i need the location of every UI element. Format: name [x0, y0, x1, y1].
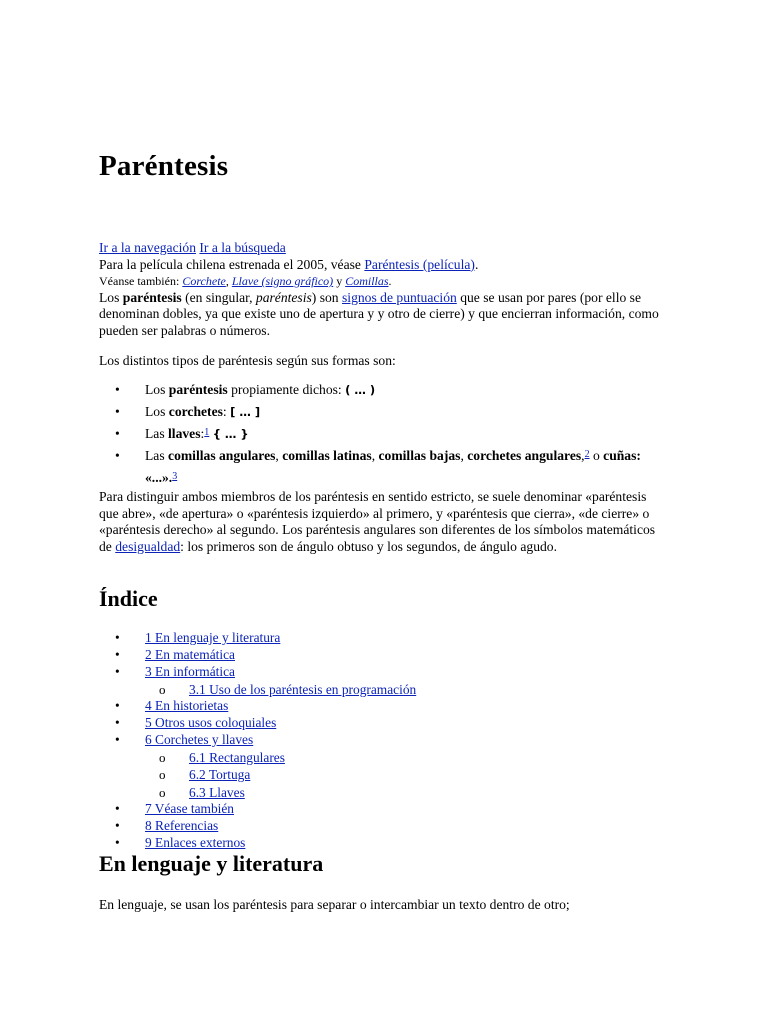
list-item: • Las comillas angulares, comillas latinas, comillas bajas, corchetes angulares,$^2$ o cuñas: «...».$^3$	[145, 445, 669, 489]
toc-item	[99, 732, 416, 749]
comillas-link[interactable]: Comillas	[345, 274, 389, 289]
list-item: • Los paréntesis propiamente dichos: ( … )	[145, 379, 669, 401]
toc-item	[99, 698, 416, 715]
toc-link[interactable]: 3.1 Uso de los paréntesis en programación	[189, 681, 417, 697]
types-intro: Los distintos tipos de paréntesis según sus formas son:	[99, 352, 396, 368]
article-body	[99, 240, 669, 556]
toc-link[interactable]: 9 Enlaces externos	[145, 835, 246, 851]
toc-link[interactable]: 5 Otros usos coloquiales	[145, 715, 277, 731]
toc-item	[99, 801, 416, 818]
toc-link[interactable]: 1 En lenguaje y literatura	[145, 630, 281, 645]
toc-item	[99, 818, 416, 835]
toc-link[interactable]: 7 Véase también	[145, 801, 234, 817]
toc-link[interactable]: 6 Corchetes y llaves	[145, 732, 254, 748]
film-hatnote: Para la película chilena estrenada el 2005, véase Paréntesis (película).	[99, 256, 479, 272]
section-title: En lenguaje y literatura	[99, 851, 324, 876]
toc-subitem	[99, 784, 416, 802]
toc-item	[99, 835, 416, 852]
goto-search-link[interactable]: Ir a la búsqueda	[199, 240, 286, 255]
page-title: Paréntesis	[99, 150, 229, 182]
goto-navigation-link[interactable]: Ir a la navegación	[99, 240, 196, 255]
toc-link[interactable]: 4 En historietas	[145, 698, 229, 714]
index-title: Índice	[99, 586, 158, 611]
ref-2-link[interactable]: 2	[584, 449, 590, 461]
toc-item	[99, 664, 416, 681]
toc-link[interactable]: 8 Referencias	[145, 818, 219, 834]
corchete-link[interactable]: Corchete	[182, 274, 226, 289]
llave-link[interactable]: Llave (signo gráfico)	[231, 274, 334, 289]
toc-subitem	[99, 766, 416, 784]
toc-link[interactable]: 6.1 Rectangulares	[189, 749, 285, 765]
list-item: • Las llaves:$^1$ { … }	[145, 423, 669, 445]
ref-1-link[interactable]: 1	[204, 427, 210, 439]
intro-paragraph: Los paréntesis (en singular, paréntesis) son signos de puntuación que se usan por pares (por ello se denominan dobles, ya que existe uno de apertura y y otro de cierre) y que encierran información, como pueden ser palabras o números.	[99, 289, 659, 338]
section-paragraph: En lenguaje, se usan los paréntesis para separar o intercambiar un texto dentro de otro;	[99, 897, 570, 912]
table-of-contents	[99, 630, 416, 852]
see-also-hatnote: Véanse también: Corchete, Llave (signo gráfico) y Comillas.	[99, 274, 392, 289]
toc-item	[99, 647, 416, 664]
distinguish-paragraph: Para distinguir ambos miembros de los paréntesis en sentido estricto, se suele denominar «paréntesis que abre», «de apertura» o «paréntesis izquierdo» al primero, y «paréntesis que cierra», «de cierre» o «paréntesis derecho» al segundo. Los paréntesis angulares son diferentes de los símbolos matemáticos de desigualdad: los primeros son de ángulo obtuso y los segundos, de ángulo agudo.	[99, 489, 656, 554]
toc-link[interactable]: 6.3 Llaves	[189, 784, 245, 800]
toc-subitem	[99, 681, 416, 699]
toc-subitem	[99, 749, 416, 767]
toc-item	[99, 715, 416, 732]
film-link[interactable]: Paréntesis (película)	[364, 256, 475, 272]
ref-3-link[interactable]: 3	[172, 471, 178, 483]
types-list	[99, 379, 669, 489]
toc-link[interactable]: 3 En informática	[145, 663, 235, 679]
puntuacion-link[interactable]: signos de puntuación	[342, 289, 457, 305]
list-item: • Los corchetes: [ … ]	[145, 401, 669, 423]
skip-links	[99, 240, 669, 257]
desigualdad-link[interactable]: desigualdad	[115, 538, 181, 554]
toc-link[interactable]: 6.2 Tortuga	[189, 767, 251, 783]
toc-item	[99, 630, 416, 647]
toc-link[interactable]: 2 En matemática	[145, 646, 235, 662]
